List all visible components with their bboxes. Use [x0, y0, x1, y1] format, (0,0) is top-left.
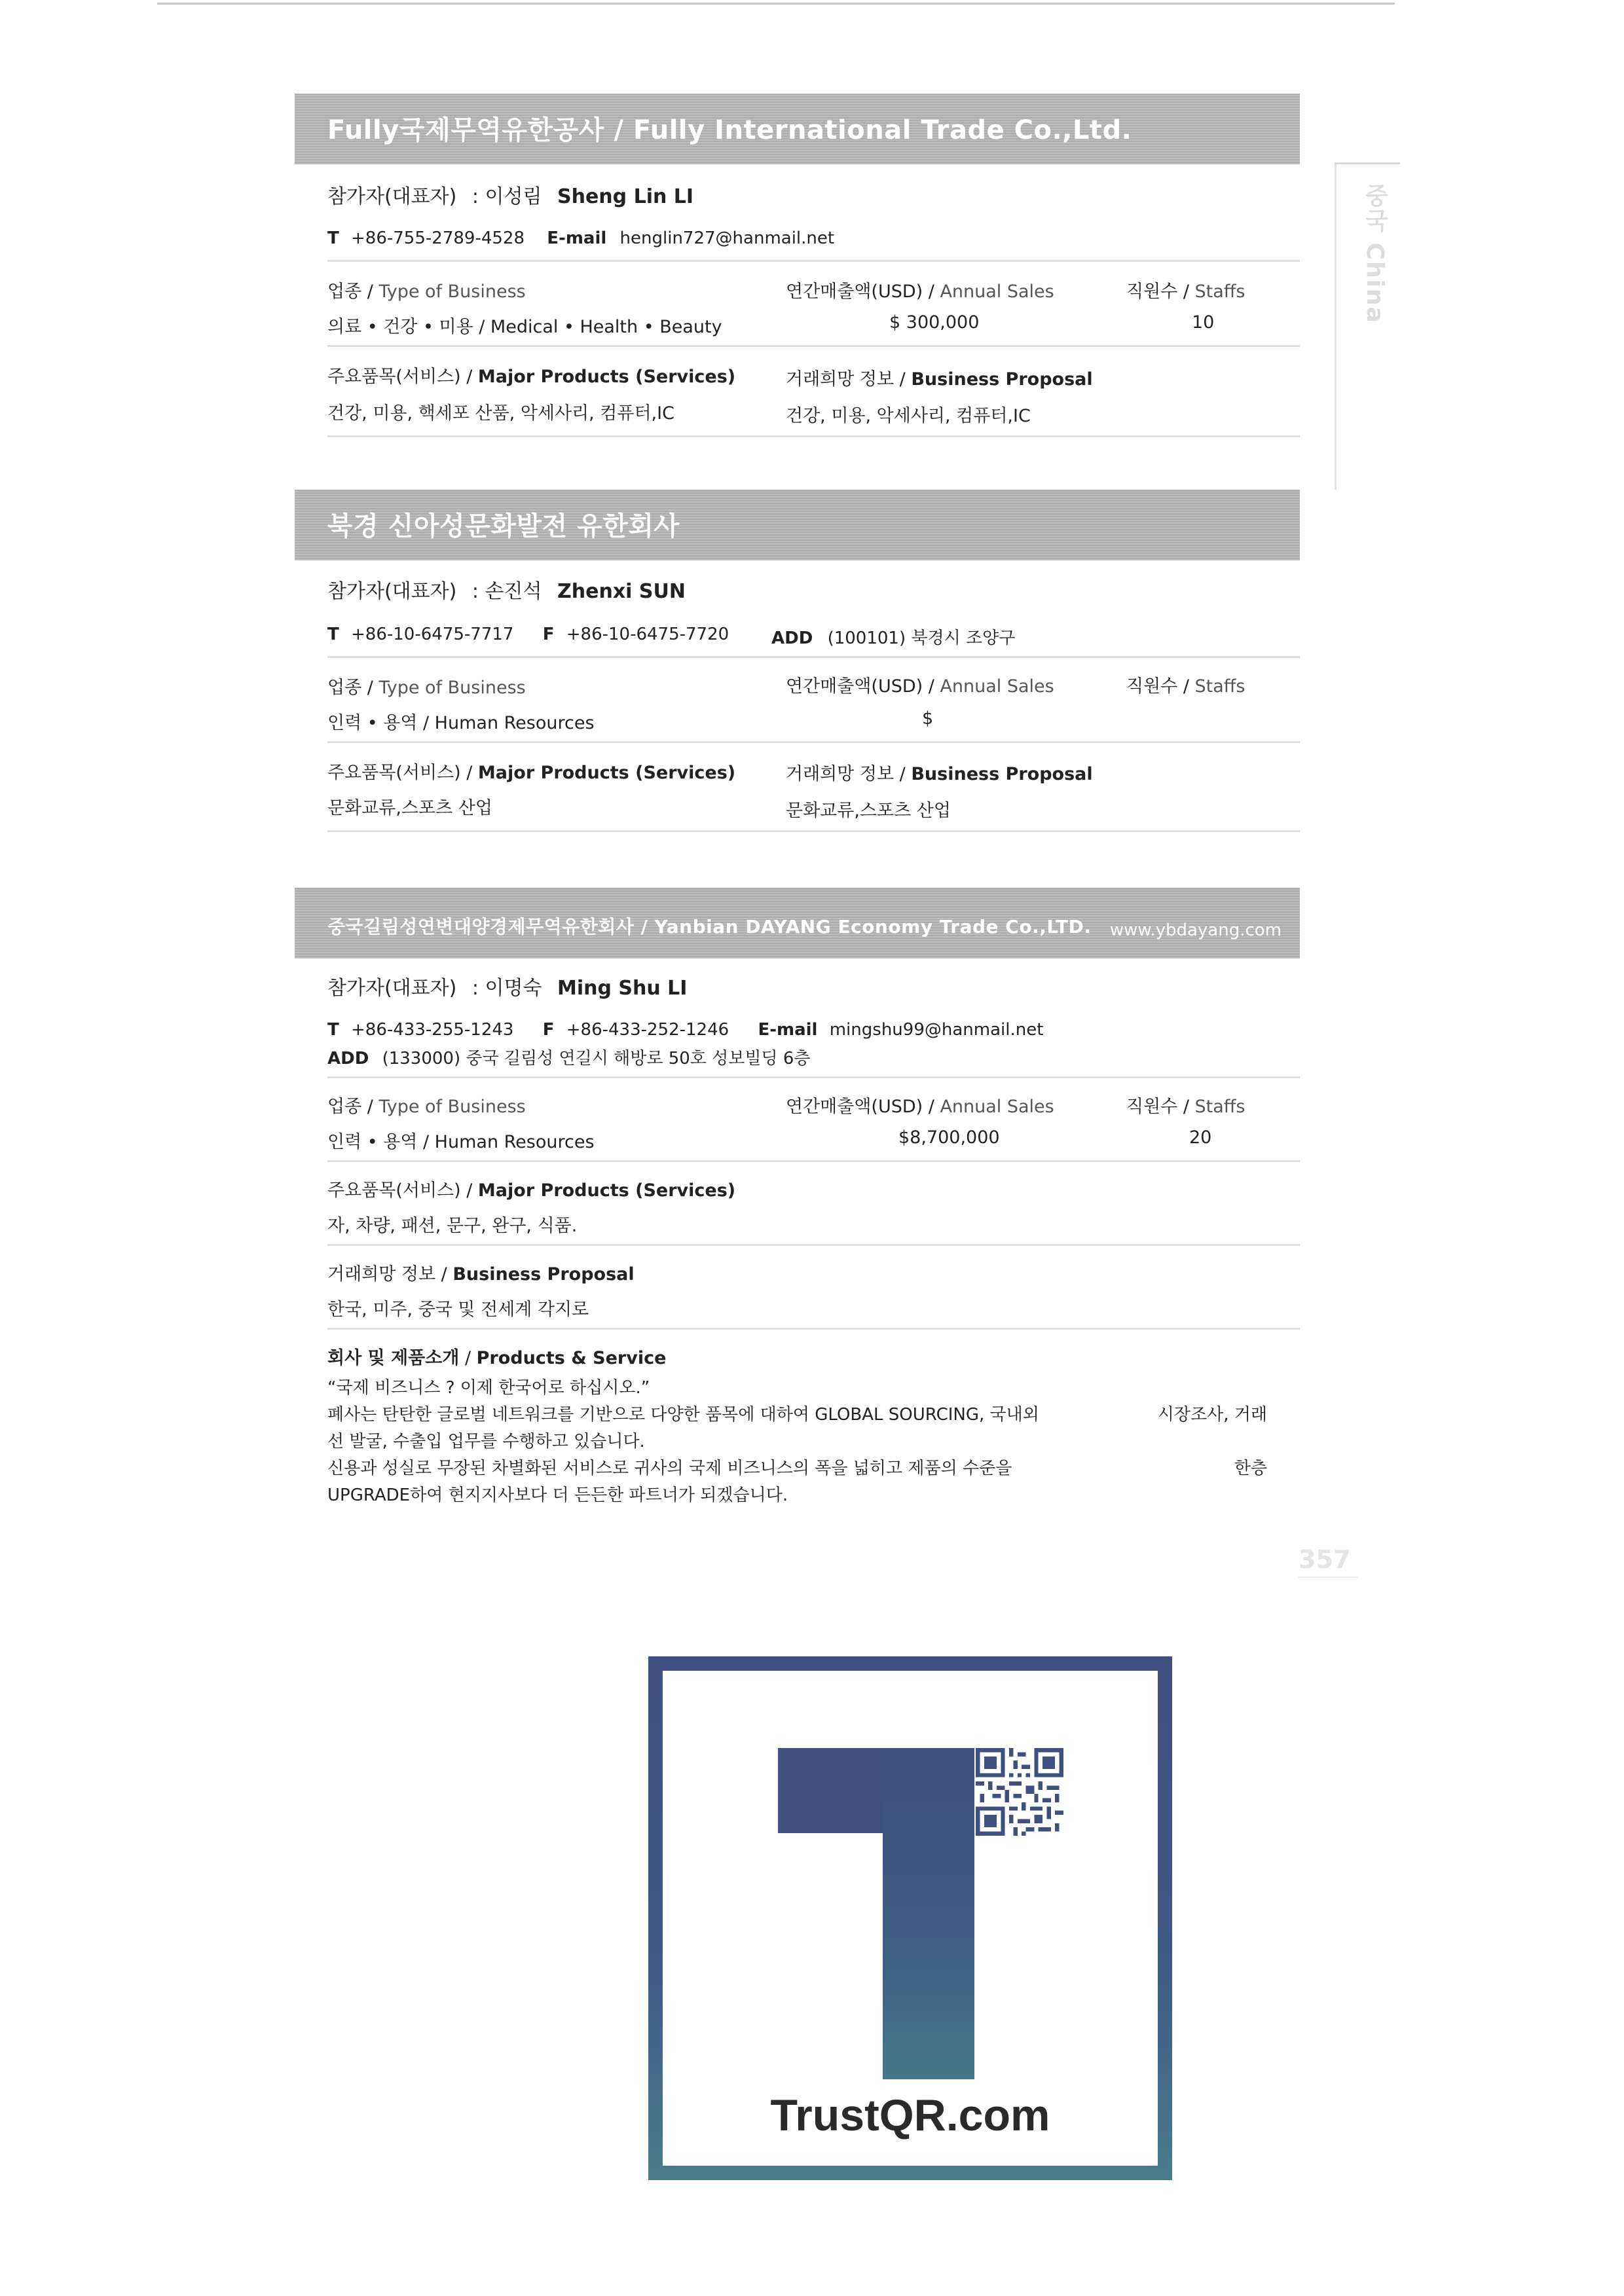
sales-value: $ 300,000 [889, 312, 980, 333]
side-tab-label: 중국 China [1361, 183, 1388, 324]
add-label: ADD [771, 629, 813, 648]
email-value: henglin727@hanmail.net [619, 228, 835, 248]
side-tab [1329, 157, 1401, 498]
divider [327, 1244, 1300, 1246]
products-label: 주요품목(서비스) / Major Products (Services) [327, 1180, 736, 1201]
company-header [295, 490, 1300, 560]
add-label: ADD [327, 1049, 369, 1068]
divider [327, 435, 1300, 437]
representative-name-ko: 이성림 [485, 185, 542, 208]
tel-value: +86-10-6475-7717 [351, 625, 514, 644]
trustqr-logo [648, 1656, 1172, 2180]
address-line [327, 1045, 811, 1069]
company-card-fully [295, 94, 1300, 447]
divider [327, 741, 1300, 743]
tel-value: +86-433-255-1243 [351, 1020, 514, 1040]
address-value: (100101) 북경시 조양구 [827, 629, 1016, 648]
tel-label: T [327, 1020, 339, 1040]
company-card-beijing [295, 490, 1300, 843]
sales-value: $8,700,000 [898, 1127, 1000, 1148]
fax-value: +86-433-252-1246 [566, 1020, 729, 1040]
staffs-label: 직원수 / Staffs [1126, 676, 1246, 697]
products-label: 주요품목(서비스) / Major Products (Services) [327, 763, 736, 783]
top-rule [157, 3, 1395, 5]
representative-name-en: Sheng Lin LI [557, 185, 694, 208]
tel-label: T [327, 625, 339, 644]
representative-name-ko: 손진석 [485, 580, 542, 603]
staffs-label: 직원수 / Staffs [1126, 1097, 1246, 1117]
proposal-value: 한국, 미주, 중국 및 전세계 각지로 [327, 1300, 589, 1320]
proposal-label: 거래희망 정보 / Business Proposal [786, 764, 1093, 784]
representative-name-en: Zhenxi SUN [557, 580, 686, 603]
business-label: 업종 / Type of Business [327, 282, 526, 302]
company-title: Fully국제무역유한공사 / Fully International Trade Co.,Ltd. [327, 115, 1132, 145]
company-title: 중국길림성연변대양경제무역유한회사 / Yanbian DAYANG Economy Trade Co.,LTD. [327, 916, 1092, 938]
products-label: 주요품목(서비스) / Major Products (Services) [327, 367, 736, 387]
staffs-value: 10 [1192, 312, 1215, 333]
representative-sep: : [471, 977, 479, 1000]
representative-label: 참가자(대표자) [327, 580, 457, 603]
proposal-value: 문화교류,스포츠 산업 [786, 801, 951, 821]
side-tab-bar-top [1335, 162, 1400, 164]
business-value: 인력 • 용역 / Human Resources [327, 1132, 595, 1152]
business-value: 의료 • 건강 • 미용 / Medical • Health • Beauty [327, 317, 722, 337]
business-label: 업종 / Type of Business [327, 1097, 526, 1117]
representative [327, 575, 686, 604]
representative-label: 참가자(대표자) [327, 977, 457, 1000]
divider [327, 1328, 1300, 1330]
sales-value: $ [922, 708, 934, 729]
sales-label: 연간매출액(USD) / Annual Sales [786, 282, 1054, 302]
divider [327, 1076, 1300, 1078]
intro-label: 회사 및 제품소개 / Products & Service [327, 1348, 667, 1368]
intro-line: 폐사는 탄탄한 글로벌 네트워크를 기반으로 다양한 품목에 대하여 GLOBAL SOURCING, 국내외 시장조사, 거래 [327, 1405, 1267, 1425]
fax-value: +86-10-6475-7720 [566, 625, 729, 644]
intro-paragraph [327, 1375, 1267, 1509]
representative-sep: : [471, 580, 479, 603]
address-value: (133000) 중국 길림성 연길시 해방로 50호 성보빌딩 6층 [382, 1049, 811, 1068]
representative-label: 참가자(대표자) [327, 185, 457, 208]
intro-line: 선 발굴, 수출입 업무를 수행하고 있습니다. [327, 1432, 645, 1451]
fax-label: F [542, 625, 555, 644]
products-value: 문화교류,스포츠 산업 [327, 798, 492, 818]
page-number: 357 [1299, 1545, 1351, 1574]
representative-name-en: Ming Shu LI [557, 977, 688, 1000]
trustqr-logo-inner [663, 1671, 1158, 2166]
divider [327, 1160, 1300, 1162]
staffs-label: 직원수 / Staffs [1126, 282, 1246, 302]
contact-line [327, 625, 729, 644]
company-title: 북경 신아성문화발전 유한회사 [327, 511, 680, 541]
address-line [771, 625, 1015, 649]
intro-line: 신용과 성실로 무장된 차별화된 서비스로 귀사의 국제 비즈니스의 폭을 넓히고 제품의 수준을 한층 [327, 1459, 1267, 1478]
company-header [295, 888, 1300, 958]
products-value: 자, 차량, 패션, 문구, 완구, 식품. [327, 1216, 578, 1236]
tel-label: T [327, 228, 339, 248]
sales-label: 연간매출액(USD) / Annual Sales [786, 1097, 1054, 1117]
company-website[interactable]: www.ybdayang.com [1109, 920, 1282, 940]
representative-name-ko: 이명숙 [485, 977, 542, 1000]
business-label: 업종 / Type of Business [327, 678, 526, 698]
sales-label: 연간매출액(USD) / Annual Sales [786, 676, 1054, 697]
divider [327, 656, 1300, 658]
t-letter-stem [883, 1748, 974, 2079]
intro-line: UPGRADE하여 현지지사보다 더 든든한 파트너가 되겠습니다. [327, 1485, 788, 1505]
proposal-label: 거래희망 정보 / Business Proposal [327, 1264, 635, 1285]
page-number-rule [1299, 1576, 1357, 1578]
proposal-label: 거래희망 정보 / Business Proposal [786, 369, 1093, 390]
email-label: E-mail [547, 228, 607, 248]
contact-line [327, 228, 834, 248]
representative [327, 972, 687, 1000]
company-card-yanbian [295, 888, 1300, 1529]
representative [327, 180, 693, 209]
products-value: 건강, 미용, 핵세포 산품, 악세사리, 컴퓨터,IC [327, 403, 674, 424]
company-header [295, 94, 1300, 164]
proposal-value: 건강, 미용, 악세사리, 컴퓨터,IC [786, 406, 1031, 426]
divider [327, 345, 1300, 347]
divider [327, 260, 1300, 262]
email-label: E-mail [758, 1020, 818, 1040]
representative-sep: : [471, 185, 479, 208]
email-value: mingshu99@hanmail.net [829, 1020, 1044, 1040]
fax-label: F [542, 1020, 555, 1040]
tel-value: +86-755-2789-4528 [351, 228, 525, 248]
business-value: 인력 • 용역 / Human Resources [327, 713, 595, 733]
side-tab-bar [1335, 162, 1337, 490]
intro-line: “국제 비즈니스 ? 이제 한국어로 하십시오.” [327, 1378, 650, 1398]
staffs-value: 20 [1189, 1127, 1212, 1148]
qr-code-icon [976, 1748, 1063, 1836]
divider [327, 830, 1300, 832]
trustqr-brand-text: TrustQR.com [770, 2090, 1050, 2140]
contact-line [327, 1020, 1043, 1040]
